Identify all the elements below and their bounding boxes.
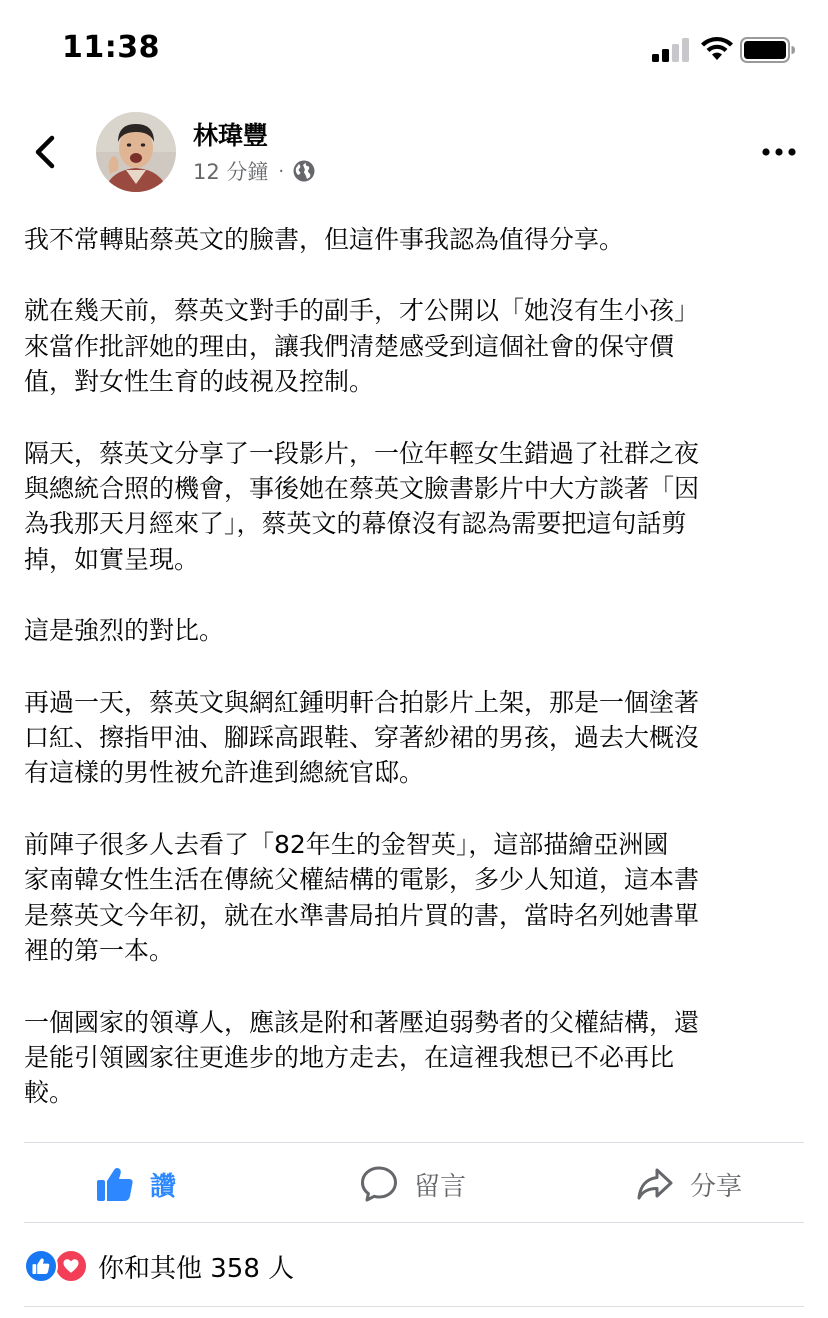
- avatar[interactable]: [96, 112, 176, 192]
- like-reaction-icon: [24, 1249, 58, 1283]
- status-time: 11:38: [62, 30, 160, 65]
- post-paragraph: 就在幾天前，蔡英文對手的副手，才公開以「她沒有生小孩」 來當作批評她的理由，讓我們清楚感受到這個社會的保守價 值，對女性生育的歧視及控制。: [24, 296, 700, 397]
- post-meta: [193, 156, 316, 186]
- reactions-summary[interactable]: [24, 1246, 294, 1286]
- divider: [24, 1142, 804, 1143]
- post-paragraph: 前陣子很多人去看了「82年生的金智英」，這部描繪亞洲國 家南韓女性生活在傳統父權結構的電影，多少人知道，這本書 是蔡英文今年初，就在水準書局拍片買的書，當時名列她書單 裡的第一本。: [24, 829, 700, 966]
- comment-icon: [360, 1165, 398, 1203]
- reaction-icons: [24, 1249, 90, 1283]
- meta-separator: ·: [278, 160, 285, 182]
- action-bar: [24, 1146, 804, 1222]
- post-body: [24, 222, 804, 1147]
- back-button[interactable]: [28, 130, 64, 174]
- post-paragraph: 這是強烈的對比。: [24, 616, 225, 646]
- status-bar: [0, 0, 828, 100]
- post-timestamp[interactable]: 12 分鐘: [193, 160, 269, 184]
- battery-icon: [740, 37, 796, 63]
- post-header: [0, 100, 828, 204]
- comment-button[interactable]: [360, 1146, 466, 1222]
- post-paragraph: 一個國家的領導人，應該是附和著壓迫弱勢者的父權結構，還 是能引領國家往更進步的地方走去，在這裡我想已不必再比 較。: [24, 1007, 700, 1108]
- post-paragraph: 再過一天，蔡英文與網紅鍾明軒合拍影片上架，那是一個塗著 口紅、擦指甲油、腳踩高跟鞋、穿著紗裙的男孩，過去大概沒 有這樣的男性被允許進到總統官邸。: [24, 687, 700, 788]
- share-icon: [636, 1165, 674, 1203]
- author-name[interactable]: 林瑋豐: [193, 121, 269, 150]
- post-paragraph: 隔天，蔡英文分享了一段影片，一位年輕女生錯過了社群之夜 與總統合照的機會，事後她在蔡英文臉書影片中大方談著「因 為我那天月經來了」，蔡英文的幕僚沒有認為需要把這句話剪 掉，如實呈現。: [24, 438, 700, 574]
- post-paragraph: 我不常轉貼蔡英文的臉書，但這件事我認為值得分享。: [24, 225, 625, 254]
- avatar-photo: [96, 112, 176, 192]
- reaction-count-text: 你和其他 358 人: [98, 1253, 295, 1284]
- comment-label: 留言: [414, 1171, 467, 1202]
- cellular-signal-icon: [652, 38, 692, 62]
- divider: [24, 1306, 804, 1307]
- love-reaction-icon: [54, 1249, 88, 1283]
- share-label: 分享: [690, 1171, 743, 1202]
- wifi-icon: [700, 36, 734, 62]
- divider: [24, 1222, 804, 1223]
- more-options-icon[interactable]: [760, 140, 800, 164]
- share-button[interactable]: [636, 1146, 742, 1222]
- like-button[interactable]: [96, 1146, 176, 1222]
- like-label: 讚: [150, 1171, 177, 1202]
- globe-icon: [292, 159, 316, 183]
- thumbs-up-icon: [96, 1165, 134, 1203]
